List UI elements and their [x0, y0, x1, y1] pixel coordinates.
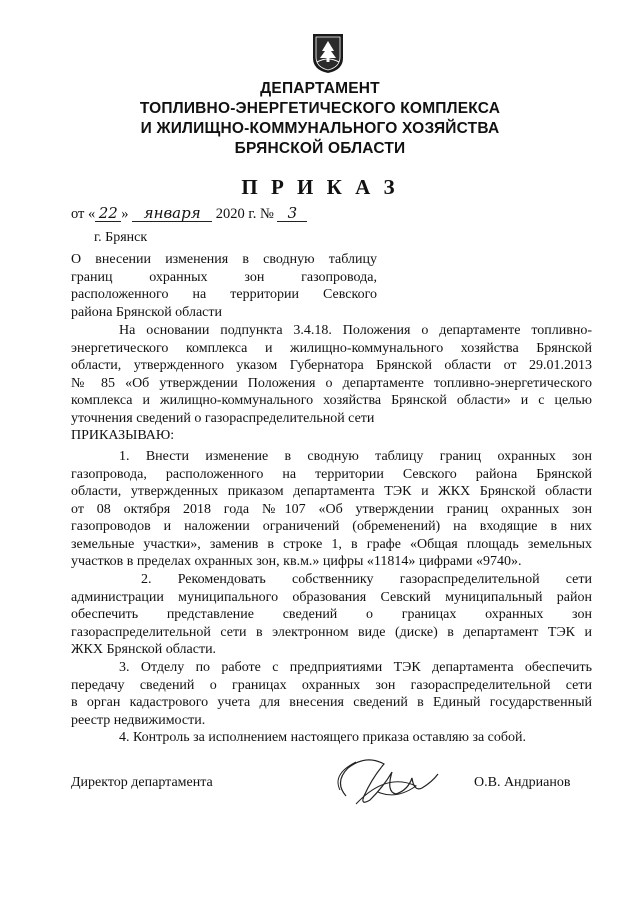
item-line: 3. Отделу по работе с предприятиями ТЭК департамента обеспечить: [119, 660, 592, 675]
preamble-line: комплекса и жилищно-коммунального хозяйства Брянской области» и с целью: [71, 393, 592, 408]
date-line: [71, 206, 307, 223]
item-line: земельные участки», заменив в строке 1, в графе «Общая площадь земельных: [71, 536, 592, 552]
item-line: участков в пределах охранных зон, кв.м.» цифры «11814» цифрами «9740».: [71, 554, 522, 569]
item-line: газораспределительной сети в электронном виде (диске) в департамент ТЭК и: [71, 624, 592, 640]
date-prefix: от «: [71, 206, 96, 222]
preamble-line: № 85 «Об утверждении Положения о департаменте топливно-энергетического: [71, 375, 592, 391]
preamble-line: области, утвержденного указом Губернатора Брянской области от 29.01.2013: [71, 358, 592, 373]
city: г. Брянск: [94, 230, 148, 245]
subject-line: границ охранных зон газопровода,: [71, 269, 377, 285]
header-department: ДЕПАРТАМЕНТ: [260, 80, 380, 97]
item-line: газопровода, расположенного на территории Севского района Брянской: [71, 466, 592, 482]
number-label: №: [259, 206, 274, 222]
preamble: [71, 322, 592, 445]
header-fuel-energy: ТОПЛИВНО-ЭНЕРГЕТИЧЕСКОГО КОМПЛЕКСА: [139, 100, 501, 117]
order-item-3: [71, 659, 592, 729]
item-line: газопроводов и наложении ограничений (обременений) на входящие в них: [71, 519, 592, 534]
item-line: ЖКХ Брянской области.: [71, 642, 217, 657]
date-day: 22: [95, 206, 121, 222]
date-year: 2020 г.: [215, 206, 257, 222]
document-title: П Р И К А З: [241, 175, 399, 199]
item-line: передачу сведений о границах охранных зон газораспределительной сети: [71, 677, 592, 693]
subject-line: расположенного на территории Севского: [71, 287, 377, 302]
item-line: 4. Контроль за исполнением настоящего приказа оставляю за собой.: [119, 730, 527, 745]
item-line: в орган кадастрового учета для внесения сведений в Единый государственный: [71, 695, 592, 710]
item-line: обеспечить представление сведений о границах охранных зон: [71, 607, 592, 622]
header-region: БРЯНСКОЙ ОБЛАСТИ: [234, 140, 406, 157]
header-housing-utilities: И ЖИЛИЩНО-КОММУНАЛЬНОГО ХОЗЯЙСТВА: [140, 120, 500, 137]
signatory-name: О.В. Андрианов: [474, 775, 571, 790]
preamble-line: уточнения сведений о газораспределительной сети: [71, 410, 375, 426]
coat-of-arms-emblem: [311, 32, 345, 74]
date-quote-close: »: [121, 206, 129, 222]
item-line: области, утвержденных приказом департамента ТЭК и ЖКХ Брянской области: [71, 484, 592, 499]
item-line: 1. Внести изменение в сводную таблицу границ охранных зон: [119, 449, 592, 464]
subject-line: О внесении изменения в сводную таблицу: [71, 252, 377, 267]
subject-block: [71, 251, 377, 321]
preamble-line: энергетического комплекса и жилищно-коммунального хозяйства Брянской: [71, 340, 592, 356]
signatory-position: Директор департамента: [71, 775, 213, 790]
order-item-1: [71, 448, 592, 571]
order-word: ПРИКАЗЫВАЮ:: [71, 428, 175, 443]
order-item-2: [71, 571, 592, 659]
preamble-line: На основании подпункта 3.4.18. Положения о департаменте топливно-: [119, 323, 592, 338]
item-line: реестр недвижимости.: [71, 712, 206, 728]
item-line: от 08 октября 2018 года №107 «Об утверждении границ охранных зон: [71, 501, 592, 517]
item-line: 2. Рекомендовать собственнику газораспределительной сети: [141, 572, 592, 587]
handwritten-signature: [326, 752, 446, 812]
item-line: администрации муниципального образования Севский муниципальный район: [71, 589, 592, 605]
document-number: 3: [277, 206, 307, 222]
order-item-4: [71, 729, 592, 747]
date-month: января: [132, 206, 212, 222]
subject-line: района Брянской области: [71, 304, 222, 320]
